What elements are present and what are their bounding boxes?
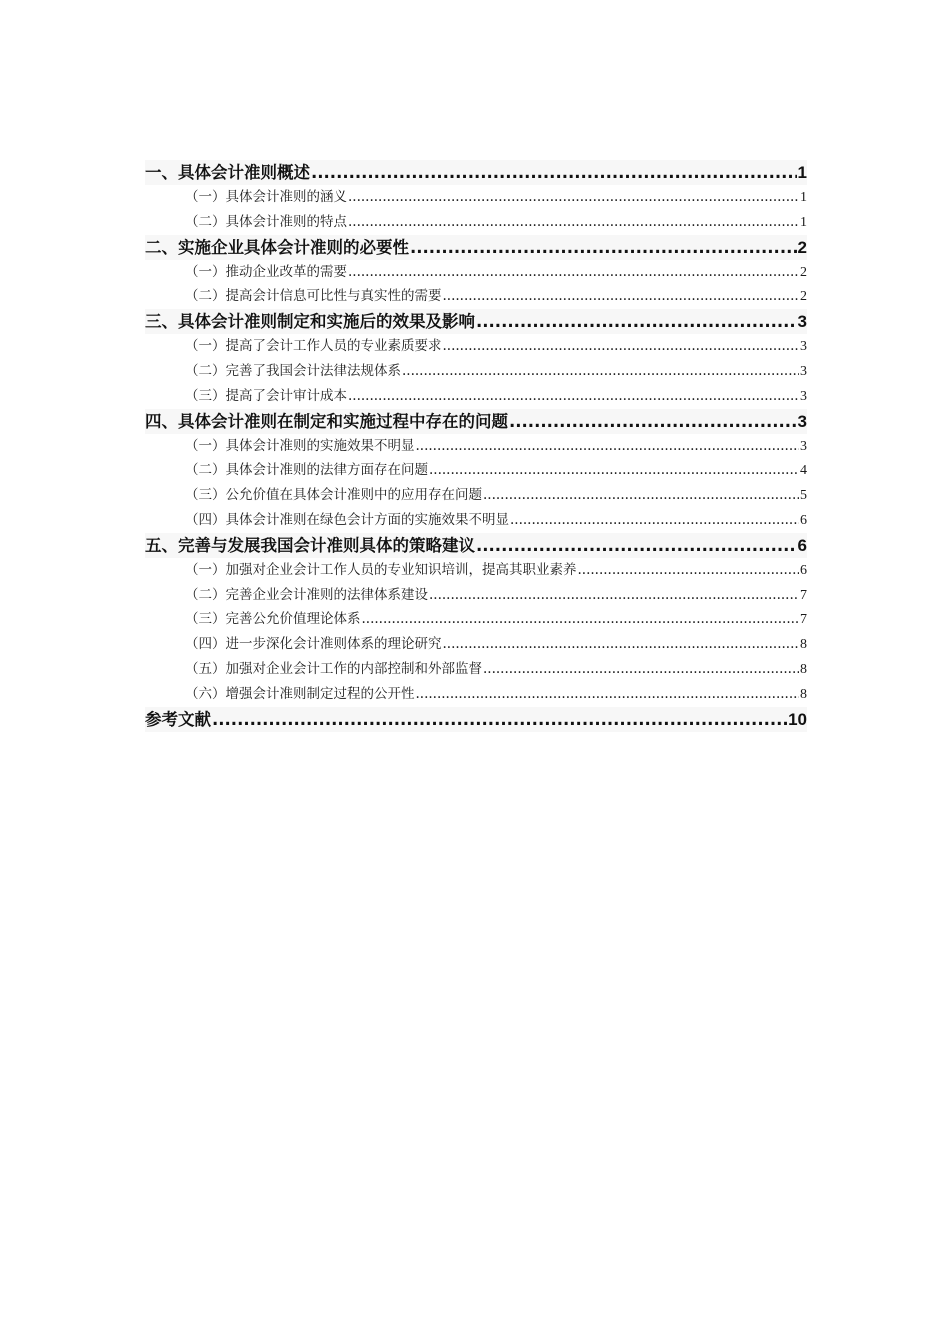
toc-dot-leader	[509, 409, 797, 434]
toc-section-entry[interactable]	[145, 607, 807, 632]
toc-section-entry[interactable]	[145, 558, 807, 583]
toc-dot-leader	[348, 384, 799, 409]
toc-dot-leader	[483, 657, 799, 682]
toc-dot-leader	[212, 707, 787, 732]
toc-page-number: 1	[800, 190, 807, 205]
toc-dot-leader	[578, 558, 800, 583]
toc-section-entry[interactable]	[145, 185, 807, 210]
toc-dot-leader	[348, 185, 799, 210]
toc-section-entry[interactable]	[145, 334, 807, 359]
toc-section-entry[interactable]	[145, 508, 807, 533]
toc-section-entry[interactable]	[145, 657, 807, 682]
toc-dot-leader	[476, 309, 797, 334]
toc-section-entry[interactable]	[145, 284, 807, 309]
toc-page-number: 5	[800, 488, 807, 504]
toc-page-number: 2	[800, 289, 807, 305]
toc-page-number: 3	[797, 312, 807, 332]
toc-entry-title: （二）具体会计准则的法律方面存在问题	[185, 462, 428, 479]
toc-entry-title: 一、具体会计准则概述	[145, 163, 310, 182]
toc-dot-leader	[348, 260, 799, 285]
toc-chapter-entry[interactable]	[145, 707, 807, 732]
toc-dot-leader	[429, 583, 799, 608]
toc-entry-title: （二）完善了我国会计法律法规体系	[185, 362, 401, 379]
toc-page-number: 8	[800, 686, 807, 702]
toc-entry-title: （二）具体会计准则的特点	[185, 213, 347, 230]
toc-page-number: 7	[800, 612, 807, 628]
toc-entry-title: （五）加强对企业会计工作的内部控制和外部监督	[185, 660, 482, 677]
toc-dot-leader	[402, 359, 799, 384]
toc-entry-title: 五、完善与发展我国会计准则具体的策略建议	[145, 535, 475, 555]
toc-section-entry[interactable]	[145, 384, 807, 409]
toc-entry-title: （一）加强对企业会计工作人员的专业知识培训，提高其职业素养	[185, 561, 577, 578]
toc-page-number: 8	[800, 637, 807, 653]
toc-dot-leader	[443, 284, 800, 309]
toc-dot-leader	[510, 508, 799, 533]
toc-chapter-entry[interactable]	[145, 533, 807, 558]
toc-dot-leader	[483, 483, 799, 508]
toc-entry-title: （三）完善公允价值理论体系	[185, 611, 361, 628]
toc-dot-leader	[443, 334, 800, 359]
toc-dot-leader	[443, 632, 800, 657]
toc-page-number: 1	[800, 214, 807, 230]
toc-entry-title: （二）完善企业会计准则的法律体系建设	[185, 586, 428, 603]
toc-section-entry[interactable]	[145, 458, 807, 483]
toc-page-number: 3	[800, 388, 807, 404]
table-of-contents	[145, 160, 807, 732]
toc-page-number: 6	[800, 512, 807, 528]
toc-page-number: 4	[800, 463, 807, 479]
toc-entry-title: 四、具体会计准则在制定和实施过程中存在的问题	[145, 411, 508, 431]
toc-entry-title: （一）具体会计准则的实施效果不明显	[185, 437, 415, 454]
toc-page-number: 3	[800, 339, 807, 355]
toc-section-entry[interactable]	[145, 682, 807, 707]
toc-page-number: 7	[800, 587, 807, 603]
toc-dot-leader	[416, 434, 800, 459]
toc-dot-leader	[429, 458, 799, 483]
toc-section-entry[interactable]	[145, 483, 807, 508]
toc-entry-title: （一）提高了会计工作人员的专业素质要求	[185, 338, 442, 355]
toc-page-number: 10	[788, 709, 807, 729]
toc-entry-title: 三、具体会计准则制定和实施后的效果及影响	[145, 312, 475, 332]
toc-entry-title: （一）具体会计准则的涵义	[185, 189, 347, 205]
toc-chapter-entry[interactable]	[145, 235, 807, 260]
toc-section-entry[interactable]	[145, 260, 807, 285]
toc-chapter-entry[interactable]	[145, 409, 807, 434]
toc-section-entry[interactable]	[145, 434, 807, 459]
toc-entry-title: 二、实施企业具体会计准则的必要性	[145, 237, 409, 257]
toc-page-number: 6	[797, 535, 807, 555]
toc-entry-title: （一）推动企业改革的需要	[185, 263, 347, 280]
toc-page-number: 1	[797, 163, 807, 182]
toc-dot-leader	[410, 235, 797, 260]
toc-page-number: 3	[800, 363, 807, 379]
toc-entry-title: （三）提高了会计审计成本	[185, 387, 347, 404]
toc-dot-leader	[362, 607, 800, 632]
toc-entry-title: （四）进一步深化会计准则体系的理论研究	[185, 636, 442, 653]
toc-chapter-entry[interactable]	[145, 160, 807, 185]
toc-page-number: 3	[797, 411, 807, 431]
toc-page-number: 2	[797, 237, 807, 257]
toc-section-entry[interactable]	[145, 632, 807, 657]
toc-page-number: 3	[800, 438, 807, 454]
toc-section-entry[interactable]	[145, 210, 807, 235]
toc-dot-leader	[476, 533, 797, 558]
toc-chapter-entry[interactable]	[145, 309, 807, 334]
toc-dot-leader	[416, 682, 800, 707]
toc-dot-leader	[311, 160, 797, 185]
toc-section-entry[interactable]	[145, 583, 807, 608]
toc-page-number: 2	[800, 264, 807, 280]
toc-entry-title: （三）公允价值在具体会计准则中的应用存在问题	[185, 487, 482, 504]
toc-entry-title: 参考文献	[145, 709, 211, 729]
toc-page-number: 8	[800, 661, 807, 677]
toc-entry-title: （二）提高会计信息可比性与真实性的需要	[185, 288, 442, 305]
toc-dot-leader	[348, 210, 799, 235]
toc-entry-title: （六）增强会计准则制定过程的公开性	[185, 685, 415, 702]
toc-page-number: 6	[800, 562, 807, 578]
toc-entry-title: （四）具体会计准则在绿色会计方面的实施效果不明显	[185, 511, 509, 528]
toc-section-entry[interactable]	[145, 359, 807, 384]
